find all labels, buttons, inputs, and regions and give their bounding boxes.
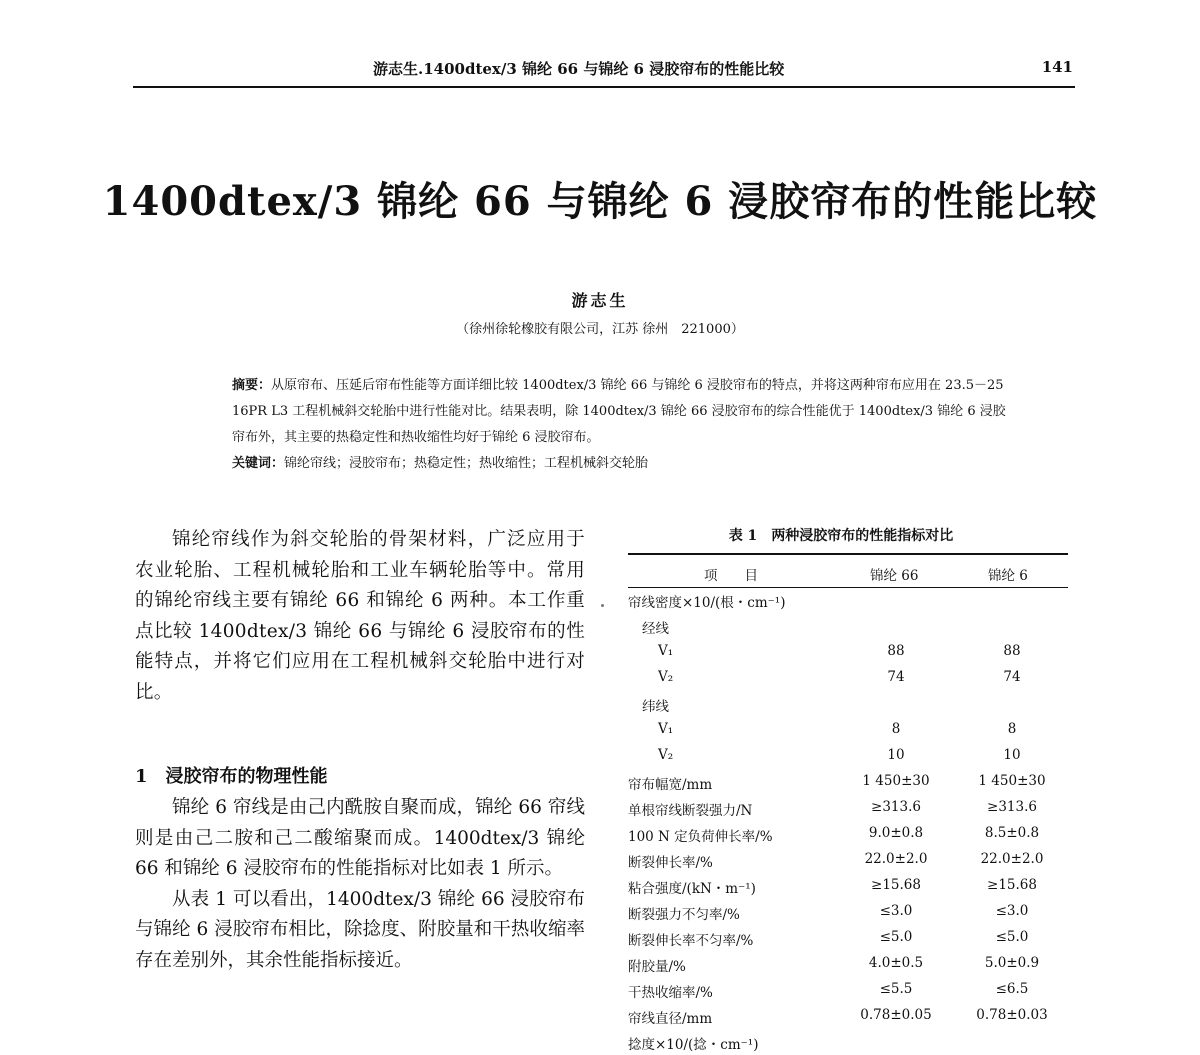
table-row bbox=[628, 639, 1068, 665]
table-cell-item: 附胶量/% bbox=[628, 959, 686, 975]
table-cell-nylon6: 10 bbox=[1003, 747, 1021, 763]
table-cell-nylon66: 8 bbox=[891, 721, 901, 737]
keywords-paragraph bbox=[196, 451, 1008, 477]
table-row bbox=[628, 795, 1068, 821]
table-cell-nylon66: 0.78±0.05 bbox=[860, 1007, 932, 1023]
table-cell-nylon6: 8 bbox=[1007, 721, 1017, 737]
table-cell-nylon6: ≤5.0 bbox=[995, 929, 1029, 945]
table-cell-nylon66: 22.0±2.0 bbox=[864, 851, 928, 867]
table-row bbox=[628, 821, 1068, 847]
keywords-text: 锦纶帘线；浸胶帘布；热稳定性；热收缩性；工程机械斜交轮胎 bbox=[284, 456, 649, 471]
author-affiliation: （徐州徐轮橡胶有限公司，江苏 徐州 221000） bbox=[456, 322, 744, 337]
table-body bbox=[628, 587, 1068, 1055]
table-header-nylon66: 锦纶 66 bbox=[870, 568, 919, 584]
table-row bbox=[628, 743, 1068, 769]
table-cell-nylon6: 1 450±30 bbox=[978, 773, 1046, 789]
table-cell-item: 断裂伸长率不匀率/% bbox=[628, 933, 754, 949]
table-cell-nylon6: ≥15.68 bbox=[987, 877, 1037, 893]
section-1-body bbox=[135, 793, 585, 976]
header-rule bbox=[133, 86, 1075, 88]
table-cell-nylon66: 9.0±0.8 bbox=[868, 825, 924, 841]
table-cell-item: V₂ bbox=[658, 669, 674, 685]
table-cell-nylon66: 1 450±30 bbox=[862, 773, 930, 789]
left-column bbox=[135, 525, 585, 971]
table-cell-item: 粘合强度/(kN・m⁻¹) bbox=[628, 881, 756, 897]
table-cell-item: 纬线 bbox=[642, 699, 669, 715]
running-head-title: 游志生.1400dtex/3 锦纶 66 与锦纶 6 浸胶帘布的性能比较 bbox=[373, 60, 785, 78]
table-cell-item: V₁ bbox=[658, 721, 674, 737]
table-row bbox=[628, 977, 1068, 1003]
table-cell-nylon66: ≤5.5 bbox=[879, 981, 913, 997]
section-1-paragraph-1: 锦纶 6 帘线是由己内酰胺自聚而成，锦纶 66 帘线则是由己二胺和己二酸缩聚而成。1400dtex/3 锦纶 66 和锦纶 6 浸胶帘布的性能指标对比如表 1 所示。 bbox=[135, 797, 585, 879]
table-caption-text: 两种浸胶帘布的性能指标对比 bbox=[771, 528, 954, 544]
section-1-paragraph-2: 从表 1 可以看出，1400dtex/3 锦纶 66 浸胶帘布与锦纶 6 浸胶帘布相比，除捻度、附胶量和干热收缩率存在差别外，其余性能指标接近。 bbox=[135, 888, 585, 971]
table-header-row bbox=[628, 556, 1068, 587]
table-row bbox=[628, 613, 1068, 639]
table-cell-item: 帘线密度×10/(根・cm⁻¹) bbox=[628, 595, 786, 611]
table-row bbox=[628, 1029, 1068, 1055]
table-cell-nylon66: ≤3.0 bbox=[879, 903, 913, 919]
abstract-paragraph bbox=[196, 373, 1008, 451]
table-cell-item: 帘布幅宽/mm bbox=[628, 777, 713, 793]
table-cell-nylon66: ≥15.68 bbox=[871, 877, 921, 893]
intro-paragraph: 锦纶帘线作为斜交轮胎的骨架材料，广泛应用于农业轮胎、工程机械轮胎和工业车辆轮胎等中。常用的锦纶帘线主要有锦纶 66 和锦纶 6 两种。本工作重点比较 1400dtex/3 锦纶 66 与锦纶 6 浸胶帘布的性能特点，并将它们应用在工程机械斜交轮胎中进行对比。 bbox=[135, 529, 585, 703]
table-1 bbox=[628, 556, 1068, 1055]
table-row bbox=[628, 1003, 1068, 1029]
table-cell-nylon6: 5.0±0.9 bbox=[984, 955, 1040, 971]
table-cell-item: V₂ bbox=[658, 747, 674, 763]
table-row bbox=[628, 899, 1068, 925]
table-label: 表 1 bbox=[728, 528, 758, 544]
table-cell-nylon6: ≥313.6 bbox=[987, 799, 1037, 815]
abstract-text: 从原帘布、压延后帘布性能等方面详细比较 1400dtex/3 锦纶 66 与锦纶 6 浸胶帘布的特点，并将这两种帘布应用在 23.5－25 16PR L3 工程机械斜交轮胎中进行性能对比。结果表明，除 1400dtex/3 锦纶 66 浸胶帘布的综合性能优于 1400dtex/3 锦纶 6 浸胶帘布外，其主要的热稳定性和热收缩性均好于锦纶 6 浸胶帘布。 bbox=[232, 378, 1006, 445]
table-cell-nylon66: ≥313.6 bbox=[871, 799, 921, 815]
table-cell-nylon6: ≤6.5 bbox=[995, 981, 1029, 997]
section-1-heading: 1 浸胶帘布的物理性能 bbox=[135, 766, 328, 787]
table-cell-item: 经线 bbox=[642, 621, 669, 637]
table-cell-item: 断裂强力不匀率/% bbox=[628, 907, 740, 923]
table-cell-item: 单根帘线断裂强力/N bbox=[628, 803, 753, 819]
table-cell-item: 捻度×10/(捻・cm⁻¹) bbox=[628, 1037, 759, 1053]
table-cell-nylon6: 22.0±2.0 bbox=[980, 851, 1044, 867]
table-row bbox=[628, 951, 1068, 977]
table-cell-item: 帘线直径/mm bbox=[628, 1011, 713, 1027]
table-row bbox=[628, 925, 1068, 951]
table-cell-nylon6: ≤3.0 bbox=[995, 903, 1029, 919]
paper-title: 1400dtex/3 锦纶 66 与锦纶 6 浸胶帘布的性能比较 bbox=[102, 178, 1098, 225]
abstract-label: 摘要： bbox=[232, 378, 272, 393]
keywords-label: 关键词： bbox=[232, 456, 285, 471]
table-cell-nylon6: 0.78±0.03 bbox=[976, 1007, 1048, 1023]
table-row bbox=[628, 717, 1068, 743]
abstract bbox=[196, 373, 1008, 477]
table-cell-nylon6: 88 bbox=[1003, 643, 1021, 659]
table-row bbox=[628, 769, 1068, 795]
table-cell-nylon6: 8.5±0.8 bbox=[984, 825, 1040, 841]
table-row bbox=[628, 873, 1068, 899]
author-name: 游志生 bbox=[571, 291, 629, 310]
table-cell-nylon6: 74 bbox=[1003, 669, 1021, 685]
table-cell-item: 断裂伸长率/% bbox=[628, 855, 713, 871]
table-cell-item: 干热收缩率/% bbox=[628, 985, 713, 1001]
table-cell-item: V₁ bbox=[658, 643, 674, 659]
table-cell-nylon66: 74 bbox=[887, 669, 905, 685]
table-row bbox=[628, 665, 1068, 691]
table-cell-nylon66: ≤5.0 bbox=[879, 929, 913, 945]
running-head bbox=[135, 56, 1073, 82]
table-header-item: 项 目 bbox=[704, 568, 758, 584]
scan-speck bbox=[601, 604, 604, 607]
table-row bbox=[628, 691, 1068, 717]
table-cell-nylon66: 4.0±0.5 bbox=[868, 955, 924, 971]
table-row bbox=[628, 847, 1068, 873]
table-row bbox=[628, 587, 1068, 613]
table-header-nylon6: 锦纶 6 bbox=[988, 568, 1028, 584]
table-cell-nylon66: 88 bbox=[887, 643, 905, 659]
table-caption bbox=[628, 525, 1068, 545]
page-number: 141 bbox=[1041, 58, 1073, 76]
table-cell-item: 100 N 定负荷伸长率/% bbox=[628, 829, 773, 845]
table-top-rule bbox=[628, 553, 1068, 555]
table-cell-nylon66: 10 bbox=[887, 747, 905, 763]
